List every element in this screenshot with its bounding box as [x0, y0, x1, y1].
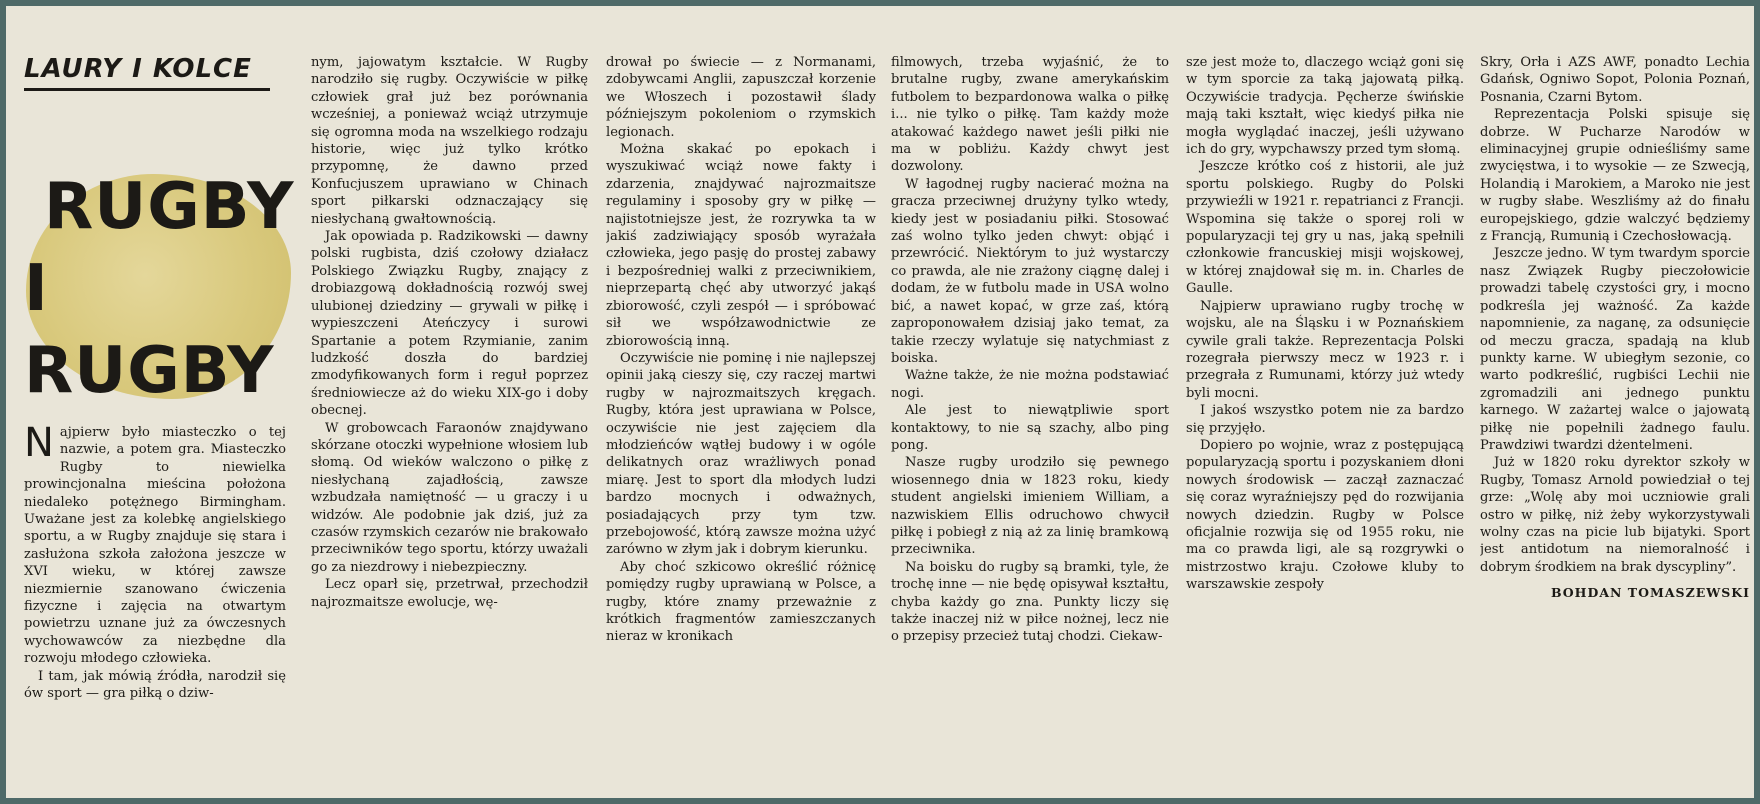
title-line-1: RUGBY: [44, 170, 295, 244]
paragraph: Ważne także, że nie można podstawiać nogi.: [891, 368, 1169, 401]
paragraph: Oczywiście nie pominę i nie najlepszej opinii jaką cieszy się, czy raczej martwi rugby w najrozmaitszych kręgach. Rugby, która jest uprawiana w Polsce, oczywiście nie jest zajęciem dla młodzieńców wątłej budowy i w ogóle delikatnych oraz wrażliwych ponad miarę. Jest to sport dla młodych ludzi bardzo mocnych i odważnych, posiadających przy tym tzw. przebojowość, którą zawsze można użyć zarówno w złym jak i dobrym kierunku.: [606, 350, 876, 558]
paragraph: Ale jest to niewątpliwie sport kontaktowy, to nie są szachy, albo ping pong.: [891, 403, 1169, 453]
column-1: [24, 424, 286, 788]
paragraph: W łagodnej rugby nacierać można na gracza przeciwnej drużyny tylko wtedy, kiedy jest w posiadaniu piłki. Stosować zaś wolno tylko jeden chwyt: objąć i przewrócić. Niektórym to już wystarczy co prawda, ale nie zrażony ciągnę dalej i dodam, że w futbolu made in USA wolno bić, a nawet kopać, w grze zaś, którą zaproponowałem dzisiaj jako temat, za takie rzeczy wylatuje się natychmiast z boiska.: [891, 176, 1169, 366]
paragraph: I jakoś wszystko potem nie za bardzo się przyjęło.: [1186, 403, 1464, 436]
paragraph: drował po świecie — z Normanami, zdobywcami Anglii, zapuszczał korzenie we Włoszech i pozostawił ślady późniejszym pokoleniom o rzymskich legionach.: [606, 55, 876, 140]
paragraph: Reprezentacja Polski spisuje się dobrze. W Pucharze Narodów w eliminacyjnej grupie odnieśliśmy same zwycięstwa, i to wysokie — ze Szwecją, Holandią i Marokiem, a Maroko nie jest w rugby słabe. Weszliśmy aż do finału europejskiego, gdzie walczyć będziemy z Francją, Rumunią i Czechosłowacją.: [1480, 107, 1750, 245]
paragraph: sze jest może to, dlaczego wciąż goni się w tym sporcie za taką jajowatą piłką. Oczywiście tradycja. Pęcherze świńskie mają taki kształt, więc kiedyś piłka nie mogła wyglądać inaczej, jeśli używano ich do gry, wypchawszy przed tym słomą.: [1186, 55, 1464, 158]
paragraph: Można skakać po epokach i wyszukiwać wciąż nowe fakty i zdarzenia, znajdywać najrozmaitsze regulaminy i sposoby gry w piłkę — najistotniejsze jest, że rozrywka ta w jakiś zadziwiający sposób wyrażała człowieka, jego pasję do prostej zabawy i bezpośredniej walki z przeciwnikiem, nieprzepartą chęć aby utworzyć jakąś zbiorowość, czyli zespół — i spróbować sił we współzawodnictwie ze zbiorowością inną.: [606, 142, 876, 349]
column-3: [606, 54, 876, 788]
column-5: [1186, 54, 1464, 788]
paragraph: Jeszcze krótko coś z historii, ale już sportu polskiego. Rugby do Polski przywieźli w 1921 r. repatrianci z Francji. Wspomina się także o sporej roli w popularyzacji tej gry u nas, jaką spełnili członkowie francuskiej misji wojskowej, w której znajdował się m. in. Charles de Gaulle.: [1186, 159, 1464, 297]
paragraph: Jeszcze jedno. W tym twardym sporcie nasz Związek Rugby pieczołowicie prowadzi tabelę czystości gry, i mocno podkreśla jej ważność. Za każde napomnienie, za naganę, za odsunięcie od meczu gracza, spadają na klub punkty karne. W ubiegłym sezonie, co warto podkreślić, rugbiści Lechii nie zgromadzili ani jednego punktu karnego. W zażartej walce o jajowatą piłkę nie popełnili żadnego faulu. Prawdziwi twardzi dżentelmeni.: [1480, 246, 1750, 453]
column-2: [311, 54, 588, 788]
paragraph: W grobowcach Faraonów znajdywano skórzane otoczki wypełnione włosiem lub słomą. Od wieków walczono o piłkę z niesłychaną zajadłością, zawsze wzbudzała namiętność — u graczy i u widzów. Ale podobnie jak dziś, już za czasów rzymskich cezarów nie brakowało przeciwników tego sportu, którzy uważali go za niezdrowy i niebezpieczny.: [311, 420, 588, 575]
paragraph: filmowych, trzeba wyjaśnić, że to brutalne rugby, zwane amerykańskim futbolem to bezpardonowa walka o piłkę i... nie tylko o piłkę. Tam każdy może atakować każdego nawet jeśli piłki nie ma w pobliżu. Każdy chwyt jest dozwolony.: [891, 55, 1169, 175]
paragraph: Jak opowiada p. Radzikowski — dawny polski rugbista, dziś czołowy działacz Polskiego Związku Rugby, znający z drobiazgową dokładnością rozwój swej ulubionej dziedziny — grywali w piłkę i wypieszczeni Ateńczycy i surowi Spartanie a potem Rzymianie, zanim ludzkość doszła do bardziej zmodyfikowanych form i reguł poprzez średniowiecze aż do wieku XIX-go i doby obecnej.: [311, 229, 588, 419]
article-title: [24, 166, 294, 412]
title-line-2: I RUGBY: [24, 252, 275, 408]
column-4: [891, 54, 1169, 788]
paragraph: Lecz oparł się, przetrwał, przechodził najrozmaitsze ewolucje, wę-: [311, 577, 588, 610]
paragraph: Aby choć szkicowo określić różnicę pomiędzy rugby uprawianą w Polsce, a rugby, które znamy przeważnie z krótkich fragmentów zamieszczanych nieraz w kronikach: [606, 559, 876, 645]
paragraph: Już w 1820 roku dyrektor szkoły w Rugby, Tomasz Arnold powiedział o tej grze: „Wolę aby moi uczniowie grali ostro w piłkę, niż żeby wykorzystywali wolny czas na picie lub bijatyki. Sport jest antidotum na niemoralność i dobrym środkiem na brak dyscypliny”.: [1480, 455, 1750, 575]
paragraph: Dopiero po wojnie, wraz z postępującą popularyzacją sportu i pozyskaniem dłoni nowych środowisk — zaczął zaznaczać się coraz wyraźniejszy pęd do rozwijania nowych dziedzin. Rugby w Polsce oficjalnie rozwija się od 1955 roku, nie ma co prawda ligi, ale są rozgrywki o mistrzostwo kraju. Czołowe kluby to warszawskie zespoły: [1186, 437, 1464, 593]
paragraph: Nasze rugby urodziło się pewnego wiosennego dnia w 1823 roku, kiedy student angielski imieniem William, a nazwiskiem Ellis odruchowo chwycił piłkę i pobiegł z nią aż za linię bramkową przeciwnika.: [891, 455, 1169, 558]
paragraph: Najpierw było miasteczko o tej nazwie, a potem gra. Miasteczko Rugby to niewielka prowincjonalna mieścina położona niedaleko potężnego Birmingham. Uważane jest za kolebkę angielskiego sportu, a w Rugby znajduje się stara i zasłużona szkoła założona jeszcze w XVI wieku, w której zawsze niezmiernie szanowano ćwiczenia fizyczne i zajęcia na otwartym powietrzu uznane już za ówczesnych wychowawców za niezbędne dla rozwoju młodego człowieka.: [24, 424, 286, 667]
paragraph: Na boisku do rugby są bramki, tyle, że trochę inne — nie będę opisywał kształtu, chyba każdy go zna. Punkty liczy się także inaczej niż w piłce nożnej, lecz nie o przepisy przecież tutaj chodzi. Ciekaw-: [891, 559, 1169, 645]
author-signature: BOHDAN TOMASZEWSKI: [1551, 585, 1750, 601]
paragraph: nym, jajowatym kształcie. W Rugby narodziło się rugby. Oczywiście w piłkę człowiek grał już bez porównania wcześniej, a ponieważ wciąż utrzymuje się ogromna moda na wszelkiego rodzaju historie, więc już tylko krótko przypomnę, że dawno przed Konfucjuszem uprawiano w Chinach sport piłkarski odznaczający się niesłychaną gwałtownością.: [311, 55, 588, 227]
section-heading: LAURY I KOLCE: [24, 54, 270, 91]
paragraph: Najpierw uprawiano rugby trochę w wojsku, ale na Śląsku i w Poznańskiem cywile grali także. Reprezentacja Polski rozegrała pierwszy mecz w 1923 r. i przegrała z Rumunami, którzy już wtedy byli mocni.: [1186, 298, 1464, 401]
paragraph: I tam, jak mówią źródła, narodził się ów sport — gra piłką o dziw-: [24, 668, 286, 702]
paragraph: Skry, Orła i AZS AWF, ponadto Lechia Gdańsk, Ogniwo Sopot, Polonia Poznań, Posnania, Czarni Bytom.: [1480, 55, 1750, 105]
column-6: [1480, 54, 1750, 788]
drop-cap: N: [24, 424, 54, 466]
